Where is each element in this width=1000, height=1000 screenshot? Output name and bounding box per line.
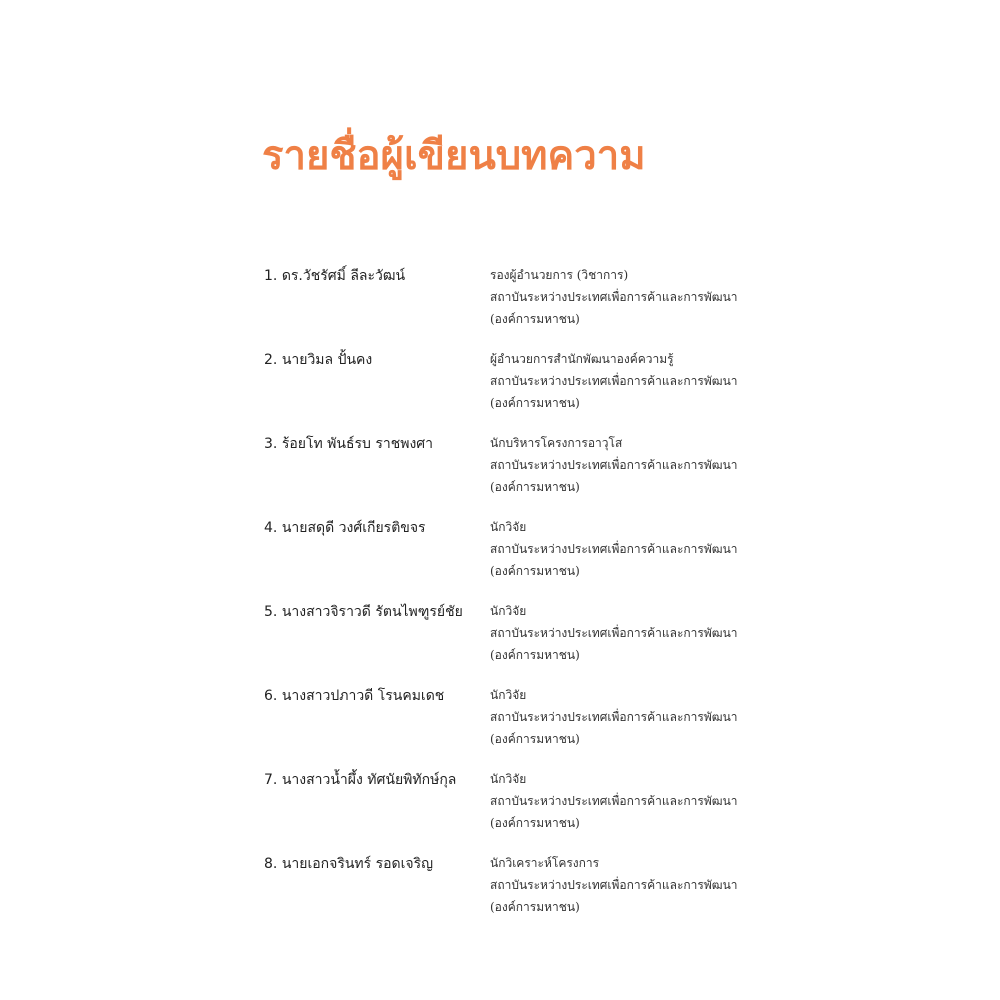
author-affiliation [490, 768, 770, 834]
author-position: นักวิจัย [490, 520, 527, 534]
author-name [264, 516, 484, 540]
author-position: นักวิจัย [490, 772, 527, 786]
author-position: นักวิจัย [490, 604, 527, 618]
author-name [264, 348, 484, 372]
author-name-text: ดร.วัชรัศมิ์ ลีละวัฒน์ [281, 268, 406, 284]
author-org-type: (องค์การมหาชน) [490, 816, 580, 830]
author-org-type: (องค์การมหาชน) [490, 900, 580, 914]
author-number: 8. [264, 856, 278, 872]
author-org-type: (องค์การมหาชน) [490, 648, 580, 662]
page-title: รายชื่อผู้เขียนบทความ [262, 133, 646, 179]
author-entry [264, 600, 764, 684]
author-entry [264, 348, 764, 432]
author-name [264, 600, 484, 624]
author-entry [264, 768, 764, 852]
author-entry [264, 432, 764, 516]
author-number: 7. [264, 772, 278, 788]
author-name-text: นางสาวน้ำผึ้ง ทัศนัยพิทักษ์กุล [281, 772, 457, 788]
author-entry [264, 264, 764, 348]
author-number: 2. [264, 352, 278, 368]
author-affiliation [490, 600, 770, 666]
author-affiliation [490, 516, 770, 582]
author-org-type: (องค์การมหาชน) [490, 732, 580, 746]
author-name [264, 264, 484, 288]
author-organization: สถาบันระหว่างประเทศเพื่อการค้าและการพัฒนา [490, 710, 738, 724]
author-name-text: นางสาวจิราวดี รัตนไพฑูรย์ชัย [281, 604, 463, 620]
author-name [264, 432, 484, 456]
author-name [264, 768, 484, 792]
author-name-text: ร้อยโท พันธ์รบ ราชพงศา [281, 436, 434, 452]
author-number: 4. [264, 520, 278, 536]
author-name-text: นายสดุดี วงศ์เกียรติขจร [281, 520, 426, 536]
author-organization: สถาบันระหว่างประเทศเพื่อการค้าและการพัฒนา [490, 878, 738, 892]
author-name-text: นายวิมล ปั้นคง [281, 352, 373, 368]
author-entry [264, 852, 764, 936]
author-name-text: นายเอกจรินทร์ รอดเจริญ [281, 856, 434, 872]
author-name [264, 852, 484, 876]
author-name-text: นางสาวปภาวดี โรนคมเดช [281, 688, 445, 704]
author-organization: สถาบันระหว่างประเทศเพื่อการค้าและการพัฒนา [490, 458, 738, 472]
author-number: 3. [264, 436, 278, 452]
author-number: 6. [264, 688, 278, 704]
author-org-type: (องค์การมหาชน) [490, 312, 580, 326]
author-position: นักวิเคราะห์โครงการ [490, 856, 600, 870]
author-number: 5. [264, 604, 278, 620]
author-affiliation [490, 684, 770, 750]
author-position: นักบริหารโครงการอาวุโส [490, 436, 623, 450]
author-affiliation [490, 264, 770, 330]
author-list [264, 264, 764, 936]
author-position: ผู้อำนวยการสำนักพัฒนาองค์ความรู้ [490, 352, 674, 366]
author-organization: สถาบันระหว่างประเทศเพื่อการค้าและการพัฒนา [490, 626, 738, 640]
author-organization: สถาบันระหว่างประเทศเพื่อการค้าและการพัฒนา [490, 290, 738, 304]
author-entry [264, 516, 764, 600]
author-affiliation [490, 432, 770, 498]
author-name [264, 684, 484, 708]
author-organization: สถาบันระหว่างประเทศเพื่อการค้าและการพัฒนา [490, 794, 738, 808]
author-organization: สถาบันระหว่างประเทศเพื่อการค้าและการพัฒนา [490, 542, 738, 556]
author-affiliation [490, 852, 770, 918]
author-org-type: (องค์การมหาชน) [490, 480, 580, 494]
author-entry [264, 684, 764, 768]
author-org-type: (องค์การมหาชน) [490, 396, 580, 410]
author-number: 1. [264, 268, 278, 284]
author-org-type: (องค์การมหาชน) [490, 564, 580, 578]
author-position: รองผู้อำนวยการ (วิชาการ) [490, 268, 629, 282]
author-affiliation [490, 348, 770, 414]
author-position: นักวิจัย [490, 688, 527, 702]
author-organization: สถาบันระหว่างประเทศเพื่อการค้าและการพัฒนา [490, 374, 738, 388]
